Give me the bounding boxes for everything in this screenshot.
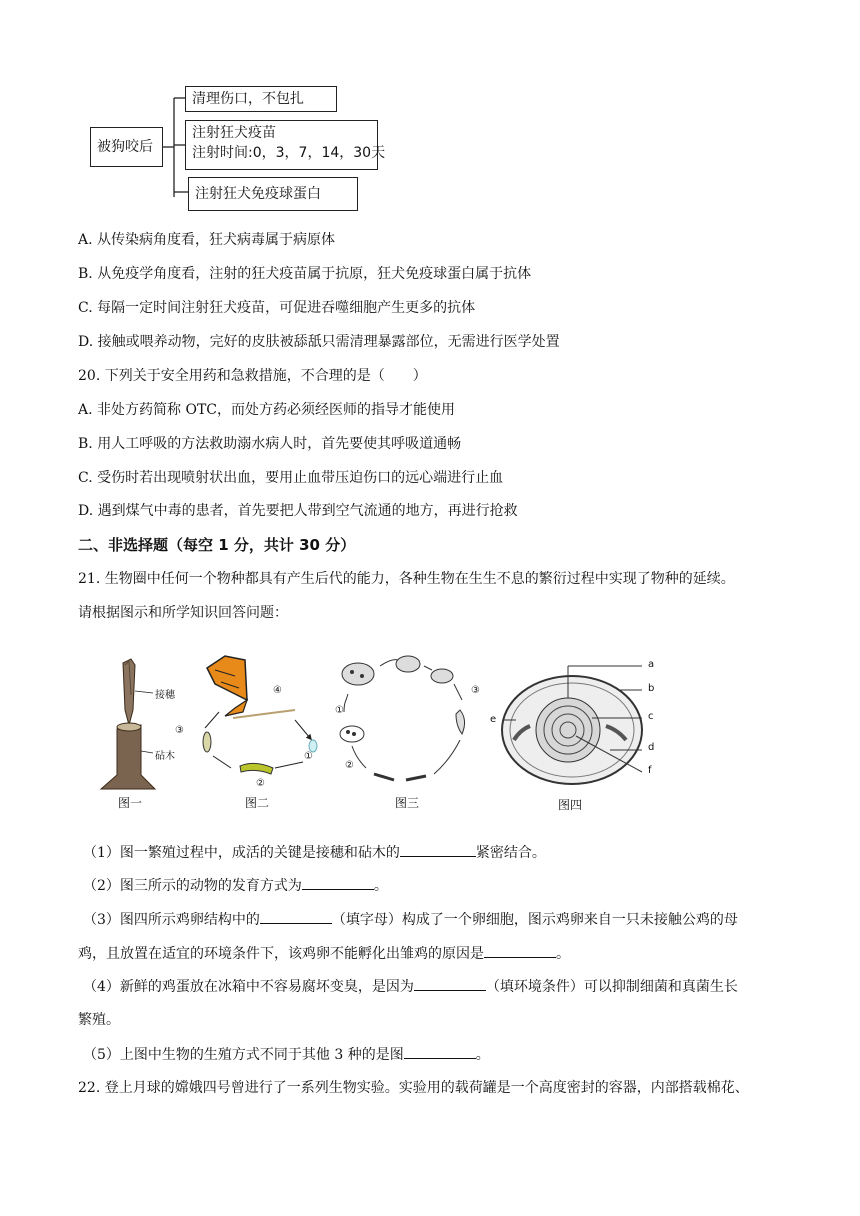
tadpole-icon bbox=[374, 774, 426, 780]
fig3-stage-3: ③ bbox=[471, 685, 480, 696]
q21-sub-4: （4）新鲜的鸡蛋放在冰箱中不容易腐坏变臭，是因为 （填环境条件）可以抑制细菌和真菌生长 bbox=[83, 976, 738, 997]
egg-label-b: b bbox=[648, 683, 655, 694]
answer-blank-2[interactable] bbox=[302, 875, 374, 890]
q19-option-a: A. 从传染病角度看，狂犬病毒属于病原体 bbox=[78, 232, 336, 248]
section-2-title: 二、非选择题（每空 1 分，共计 30 分） bbox=[78, 536, 356, 554]
flowchart-box-vaccine bbox=[185, 120, 386, 170]
answer-blank-3[interactable] bbox=[260, 909, 332, 924]
froglet-icon bbox=[456, 710, 465, 734]
egg-label-c: c bbox=[648, 711, 654, 722]
q20-option-d: D. 遇到煤气中毒的患者，首先要把人带到空气流通的地方，再进行抢救 bbox=[78, 503, 518, 519]
figure-3-frog-cycle bbox=[330, 650, 490, 790]
egg-label-d: d bbox=[648, 742, 655, 753]
flowchart-root-box: 被狗咬后 bbox=[90, 127, 163, 167]
answer-blank-6[interactable] bbox=[404, 1044, 476, 1059]
q20-stem: 20. 下列关于安全用药和急救措施，不合理的是（ ） bbox=[78, 368, 427, 384]
fig2-stage-4: ④ bbox=[273, 685, 282, 696]
q21-sub-2: （2）图三所示的动物的发育方式为 。 bbox=[83, 875, 388, 896]
pupa-icon bbox=[203, 732, 211, 752]
butterfly-icon bbox=[207, 656, 247, 700]
egg-label-f: f bbox=[648, 765, 652, 776]
caterpillar-icon bbox=[240, 763, 273, 774]
frog-icon bbox=[342, 663, 374, 685]
caption-figure-1: 图一 bbox=[118, 796, 143, 810]
caption-figure-2: 图二 bbox=[245, 796, 270, 810]
q21-sub-3: （3）图四所示鸡卵结构中的 （填字母）构成了一个卵细胞，图示鸡卵来自一只未接触公鸡的母 bbox=[83, 909, 738, 930]
caption-figure-4: 图四 bbox=[558, 798, 583, 812]
q20-option-a: A. 非处方药简称 OTC，而处方药必须经医师的指导才能使用 bbox=[78, 402, 455, 418]
q21-sub-5: （5）上图中生物的生殖方式不同于其他 3 种的是图 。 bbox=[83, 1044, 490, 1065]
q20-option-c: C. 受伤时若出现喷射状出血，要用止血带压迫伤口的远心端进行止血 bbox=[78, 470, 504, 486]
caption-figure-3: 图三 bbox=[395, 796, 420, 810]
flowchart-box-immunoglobulin: 注射狂犬免疫球蛋白 bbox=[188, 177, 358, 211]
q19-option-d: D. 接触或喂养动物，完好的皮肤被舔舐只需清理暴露部位，无需进行医学处置 bbox=[78, 334, 560, 350]
q19-option-c: C. 每隔一定时间注射狂犬疫苗，可促进吞噬细胞产生更多的抗体 bbox=[78, 300, 476, 316]
fig2-stage-3: ③ bbox=[175, 725, 184, 736]
figure-2-butterfly-cycle bbox=[185, 650, 335, 790]
egg-label-a: a bbox=[648, 659, 655, 670]
figure-4-egg-structure bbox=[490, 652, 670, 792]
vaccine-line: 注射狂犬疫苗 bbox=[192, 125, 276, 141]
q22-stem-line-1: 22. 登上月球的嫦娥四号曾进行了一系列生物实验。实验用的载荷罐是一个高度密封的容器，内部搭载棉花、 bbox=[78, 1080, 749, 1096]
q21-stem-line-1: 21. 生物圈中任何一个物种都具有产生后代的能力，各种生物在生生不息的繁衍过程中实现了物种的延续。 bbox=[78, 571, 735, 587]
answer-blank-4[interactable] bbox=[484, 943, 556, 958]
q21-stem-line-2: 请根据图示和所学知识回答问题： bbox=[78, 605, 288, 621]
flowchart-box-clean-wound: 清理伤口，不包扎 bbox=[185, 86, 337, 112]
answer-blank-1[interactable] bbox=[400, 842, 476, 857]
figure-1-grafting bbox=[95, 655, 185, 795]
label-rootstock: 砧木 bbox=[155, 751, 175, 762]
fig2-stage-2: ② bbox=[256, 778, 265, 789]
q20-option-b: B. 用人工呼吸的方法救助溺水病人时，首先要使其呼吸道通畅 bbox=[78, 436, 462, 452]
q21-sub-3-cont: 鸡，且放置在适宜的环境条件下，该鸡卵不能孵化出雏鸡的原因是 。 bbox=[78, 943, 570, 964]
fig3-stage-1: ① bbox=[335, 705, 344, 716]
label-scion: 接穗 bbox=[155, 690, 175, 701]
fig3-stage-2: ② bbox=[345, 760, 354, 771]
q21-sub-1: （1）图一繁殖过程中，成活的关键是接穗和砧木的 紧密结合。 bbox=[83, 842, 546, 863]
egg-label-e: e bbox=[490, 714, 497, 725]
fig2-stage-1: ① bbox=[304, 751, 313, 762]
vaccine-schedule-line: 注射时间:0，3，7，14，30天 bbox=[192, 145, 386, 161]
q21-sub-4-cont: 繁殖。 bbox=[78, 1012, 120, 1028]
answer-blank-5[interactable] bbox=[414, 976, 486, 991]
q19-option-b: B. 从免疫学角度看，注射的狂犬疫苗属于抗原，狂犬免疫球蛋白属于抗体 bbox=[78, 266, 532, 282]
egg-yolk bbox=[536, 698, 600, 762]
